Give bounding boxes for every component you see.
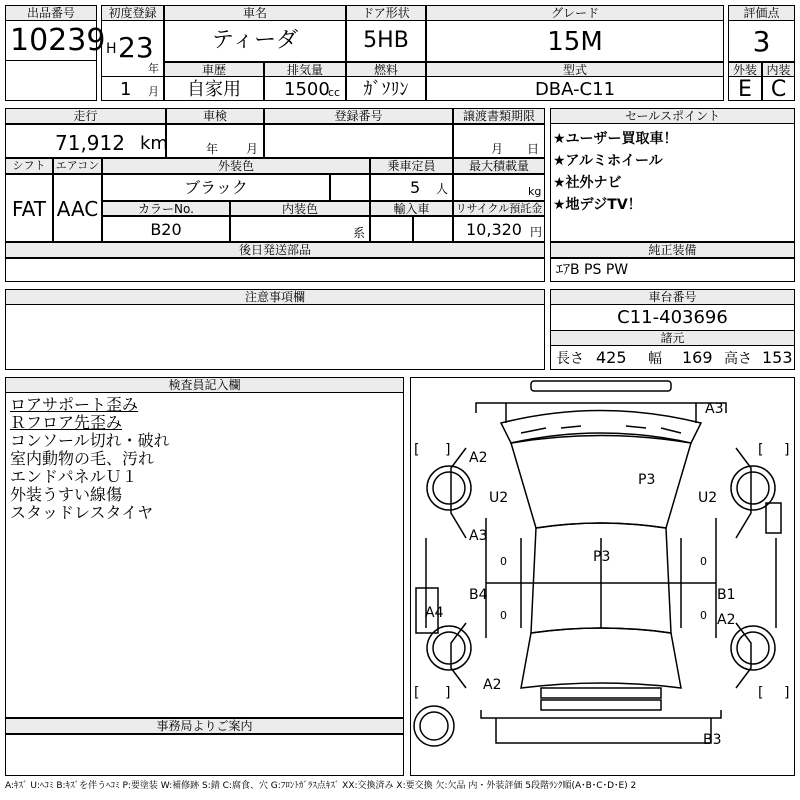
shift-label: シフト [12, 159, 46, 172]
inspector-line: ロアサポート歪み [10, 395, 139, 414]
width: 169 [682, 348, 713, 367]
bracket: ] [445, 442, 451, 458]
sales-item: ★社外ナビ [553, 175, 622, 191]
inspector-line: Ｒフロア先歪み [10, 413, 123, 432]
color-no: B20 [150, 220, 182, 239]
color: ブラック [184, 178, 248, 197]
model-label: 型式 [562, 63, 587, 77]
dims-label: 諸元 [660, 331, 685, 345]
reg-divider [101, 76, 164, 77]
equip-label: 純正装備 [648, 243, 697, 257]
reg-year: 23 [118, 31, 154, 64]
import-label: 輸入車 [393, 202, 430, 216]
mark-zero: 0 [500, 555, 507, 568]
displacement-unit: cc [328, 86, 341, 99]
fuel: ｶﾞｿﾘﾝ [363, 79, 409, 100]
door-type: 5HB [363, 28, 409, 53]
mark-zero: 0 [700, 555, 707, 568]
capacity-label: 乗車定員 [387, 159, 436, 173]
name-label: 車名 [242, 6, 267, 20]
door-label: ドア形状 [362, 6, 410, 20]
mileage-label: 走行 [73, 109, 98, 123]
model: DBA-C11 [534, 79, 616, 100]
bracket: [ [758, 685, 764, 701]
mark-r-side: U2 [698, 490, 718, 506]
reg-label: 初度登録 [108, 6, 157, 20]
ext-label: 外装 [732, 63, 757, 77]
notes-label: 注意事項欄 [244, 290, 305, 304]
load-label: 最大積載量 [468, 159, 529, 173]
history: 自家用 [187, 79, 241, 100]
insp-year-unit: 年 [206, 142, 219, 156]
width-label: 幅 [648, 351, 662, 367]
transfer-month-unit: 月 [491, 142, 504, 156]
inspector-line: 外装うすい線傷 [10, 485, 123, 504]
lot-no-label: 出品番号 [26, 6, 75, 20]
bracket: [ [414, 685, 420, 701]
transfer-label: 譲渡書類期限 [462, 109, 535, 123]
mark-l-front-door: A3 [469, 528, 488, 544]
bracket: ] [445, 685, 451, 701]
reg-no-label: 登録番号 [334, 109, 383, 123]
mark-l-side: U2 [489, 490, 509, 506]
displacement-label: 排気量 [286, 63, 323, 77]
recycle-label: リサイクル預託金 [455, 202, 543, 215]
height: 153 [762, 348, 793, 367]
length: 425 [596, 348, 627, 367]
reg-no-cell [264, 124, 453, 158]
car-diagram-box [410, 377, 795, 776]
office-cell [5, 734, 404, 776]
reg-era: H [106, 41, 117, 57]
mileage-unit: km [140, 133, 168, 154]
later-parts-label: 後日発送部品 [238, 243, 311, 257]
legend: A:ｷｽﾞ U:ﾍｺﾐ B:ｷｽﾞを伴うﾍｺﾐ P:要塗装 W:補修跡 S:錆 C:腐食、穴 G:ﾌﾛﾝﾄｶﾞﾗｽ点ｷｽﾞ XX:交換済み X:要交換 欠:欠品 内・外装評価 5段階ﾗﾝｸ順(A･B･C･D･E) 2 [5, 781, 637, 791]
lot-no: 10239 [10, 23, 106, 58]
mark-front: A3 [705, 401, 724, 417]
equip-value: ｴｱB PS PW [556, 262, 629, 278]
mark-fl-fender: A2 [469, 450, 488, 466]
reg-month: 1 [120, 79, 132, 100]
bracket: ] [784, 685, 790, 701]
mark-zero: 0 [500, 609, 507, 622]
history-label: 車歴 [201, 63, 226, 77]
int-grade: C [770, 77, 787, 102]
mark-cabin: P3 [593, 549, 611, 565]
mark-rl-quarter: A2 [483, 677, 502, 693]
chassis-number: C11-403696 [617, 307, 728, 328]
ac: AAC [56, 197, 99, 221]
sales-item: ★アルミホイール [553, 153, 663, 169]
transfer-day-unit: 日 [527, 142, 540, 156]
capacity: 5 [410, 178, 421, 197]
color-extra-cell [330, 174, 370, 201]
mark-r-quarter: A2 [717, 612, 736, 628]
length-label: 長さ [556, 351, 584, 367]
height-label: 高さ [724, 351, 752, 367]
score: 3 [752, 25, 771, 58]
mark-zero: 0 [700, 609, 707, 622]
mark-l-rear-door: B4 [469, 587, 488, 603]
chassis-label: 車台番号 [648, 290, 697, 304]
bracket: [ [758, 442, 764, 458]
score-label: 評価点 [743, 6, 780, 20]
bracket: [ [414, 442, 420, 458]
int-label: 内装 [766, 63, 791, 77]
inspection-label: 車検 [202, 109, 227, 123]
inspector-line: コンソール切れ・破れ [10, 431, 170, 450]
office-label: 事務局よりご案内 [156, 719, 253, 733]
sales-item: ★ユーザー買取車！ [553, 131, 678, 147]
int-color-cell [230, 216, 370, 242]
color-no-label: カラーNo. [138, 202, 194, 216]
load-unit: kg [528, 185, 542, 198]
import-cell-b [413, 216, 453, 242]
ac-label: エアコン [55, 159, 100, 172]
lot-no-divider [5, 60, 97, 61]
sales-item: ★地デジTV！ [553, 197, 642, 213]
mark-l-rocker: A4 [425, 605, 444, 621]
recycle-unit: 円 [530, 225, 543, 239]
inspector-label: 検査員記入欄 [168, 378, 241, 392]
grade: 15M [547, 27, 603, 57]
mark-rear: B3 [703, 732, 722, 748]
int-color-label: 内装色 [281, 202, 318, 216]
bracket: ] [784, 442, 790, 458]
car-name: ティーダ [211, 28, 299, 53]
int-color-unit: 系 [353, 226, 366, 240]
grade-label: グレード [550, 6, 599, 20]
inspector-line: スタッドレスタイヤ [10, 503, 154, 522]
inspector-line: 室内動物の毛、汚れ [10, 449, 155, 468]
color-label: 外装色 [217, 159, 254, 173]
inspector-line: エンドパネルＵ１ [10, 467, 138, 486]
reg-year-unit: 年 [148, 62, 159, 75]
capacity-unit: 人 [436, 182, 449, 196]
mileage: 71,912 [55, 131, 125, 155]
shift: FAT [11, 197, 46, 221]
car-diagram [411, 378, 794, 775]
displacement: 1500 [284, 79, 330, 100]
mark-r-rear-door: B1 [717, 587, 736, 603]
later-parts-cell [5, 258, 545, 282]
import-cell-a [370, 216, 413, 242]
fuel-label: 燃料 [373, 63, 398, 77]
insp-month-unit: 月 [246, 142, 259, 156]
ext-grade: E [738, 77, 752, 102]
reg-month-unit: 月 [148, 85, 159, 98]
mark-roof: P3 [638, 472, 656, 488]
inspector-notes [10, 396, 170, 522]
recycle: 10,320 [466, 220, 522, 239]
sales-label: セールスポイント [625, 109, 720, 123]
